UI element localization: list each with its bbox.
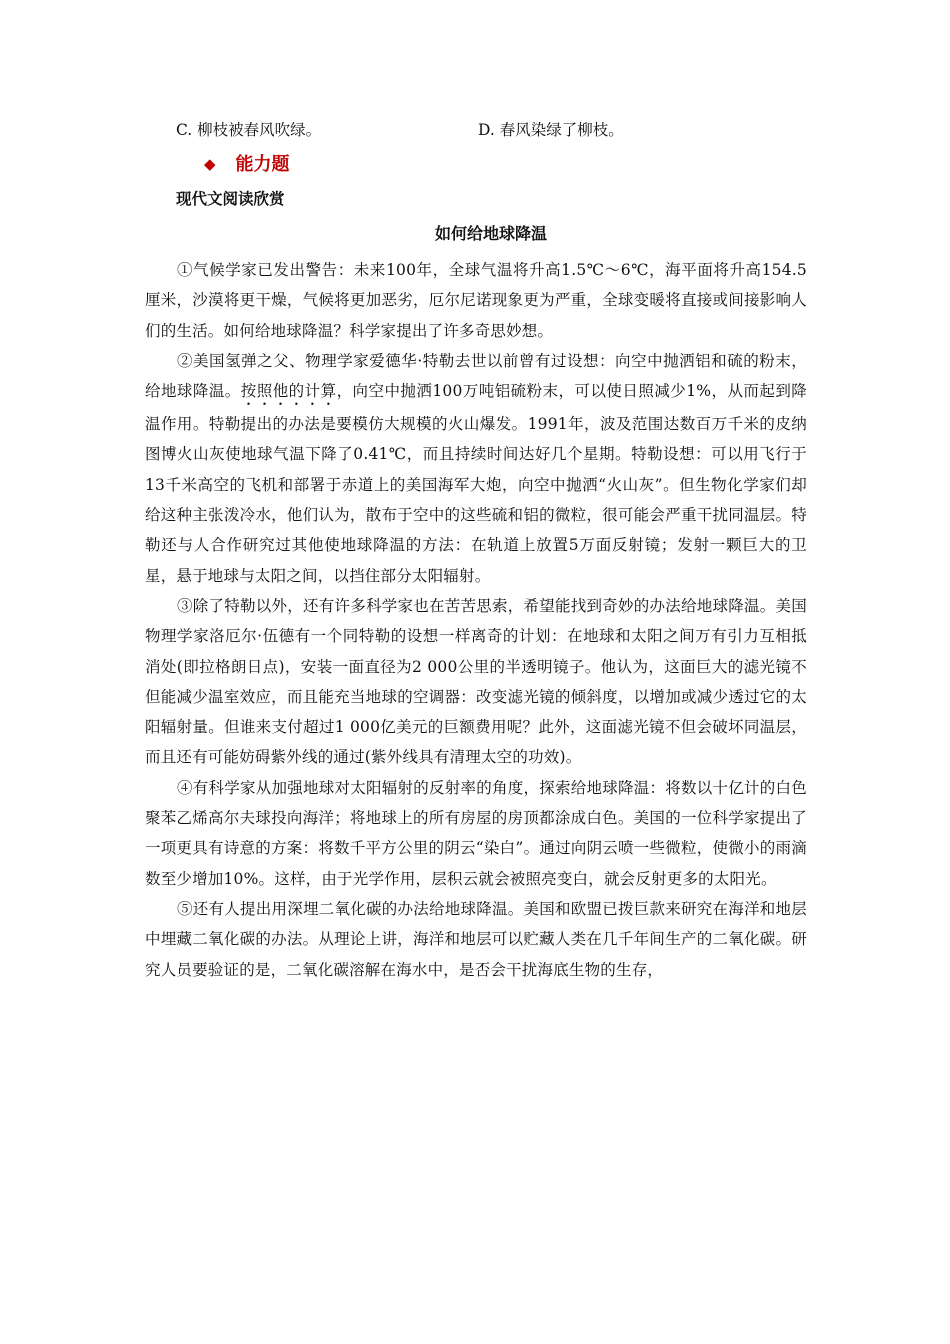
option-c: C. 柳枝被春风吹绿。	[176, 121, 322, 139]
option-d: D. 春风染绿了柳枝。	[478, 121, 624, 139]
paragraph-2	[145, 346, 807, 591]
paragraph-2-part-2: ，向空中抛洒100万吨铝硫粉末，可以使日照减少1%，从而起到降温作用。特勒提出的办法是要模仿大规模的火山爆发。1991年，波及范围达数百万千米的皮纳图博火山灰使地球气温下降了0.41℃，而且持续时间达好几个星期。特勒设想：可以用飞行于13千米高空的飞机和部署于赤道上的美国海军大炮，向空中抛洒“火山灰”。但生物化学家们却给这种主张泼冷水，他们认为，散布于空中的这些硫和铝的微粒，很可能会严重干扰同温层。特勒还与人合作研究过其他使地球降温的方法：在轨道上放置5万面反射镜；发射一颗巨大的卫星，悬于地球与太阳之间，以挡住部分太阳辐射。	[145, 382, 808, 585]
paragraph-1: ①气候学家已发出警告：未来100年，全球气温将升高1.5℃～6℃，海平面将升高154.5厘米，沙漠将更干燥，气候将更加恶劣，厄尔尼诺现象更为严重，全球变暖将直接或间接影响人们的生活。如何给地球降温？科学家提出了许多奇思妙想。	[145, 261, 807, 340]
section-heading	[204, 149, 290, 179]
subheading: 现代文阅读欣赏	[176, 190, 285, 208]
paragraph-2-part-1: ②美国氢弹之父、物理学家爱德华·特勒去世以前曾有过设想：向空中抛洒铝和硫的粉末，给地球降温。	[145, 351, 807, 401]
article-title: 如何给地球降温	[434, 224, 547, 243]
section-title: 能力题	[235, 154, 290, 175]
emphasized-phrase: 按照他的计算	[240, 382, 337, 401]
paragraph-3: ③除了特勒以外，还有许多科学家也在苦苦思索，希望能找到奇妙的办法给地球降温。美国物理学家洛厄尔·伍德有一个同特勒的设想一样离奇的计划：在地球和太阳之间万有引力互相抵消处(即拉格朗日点)，安装一面直径为2 000公里的半透明镜子。他认为，这面巨大的滤光镜不但能减少温室效应，而且能充当地球的空调器：改变滤光镜的倾斜度，以增加或减少透过它的太阳辐射量。但谁来支付超过1 000亿美元的巨额费用呢？此外，这面滤光镜不但会破坏同温层，而且还有可能妨碍紫外线的通过(紫外线具有清理太空的功效)。	[145, 596, 807, 767]
article-body	[145, 255, 807, 985]
paragraph-5: ⑤还有人提出用深埋二氧化碳的办法给地球降温。美国和欧盟已拨巨款来研究在海洋和地层中埋藏二氧化碳的办法。从理论上讲，海洋和地层可以贮藏人类在几千年间生产的二氧化碳。研究人员要验证的是，二氧化碳溶解在海水中，是否会干扰海底生物的生存，	[145, 899, 807, 979]
answer-options	[176, 116, 816, 144]
paragraph-4: ④有科学家从加强地球对太阳辐射的反射率的角度，探索给地球降温：将数以十亿计的白色聚苯乙烯高尔夫球投向海洋；将地球上的所有房屋的房顶都涂成白色。美国的一位科学家提出了一项更具有诗意的方案：将数千平方公里的阴云“染白”。通过向阴云喷一些微粒，使微小的雨滴数至少增加10%。这样，由于光学作用，层积云就会被照亮变白，就会反射更多的太阳光。	[145, 778, 807, 888]
diamond-bullet-icon: ◆	[204, 155, 216, 173]
